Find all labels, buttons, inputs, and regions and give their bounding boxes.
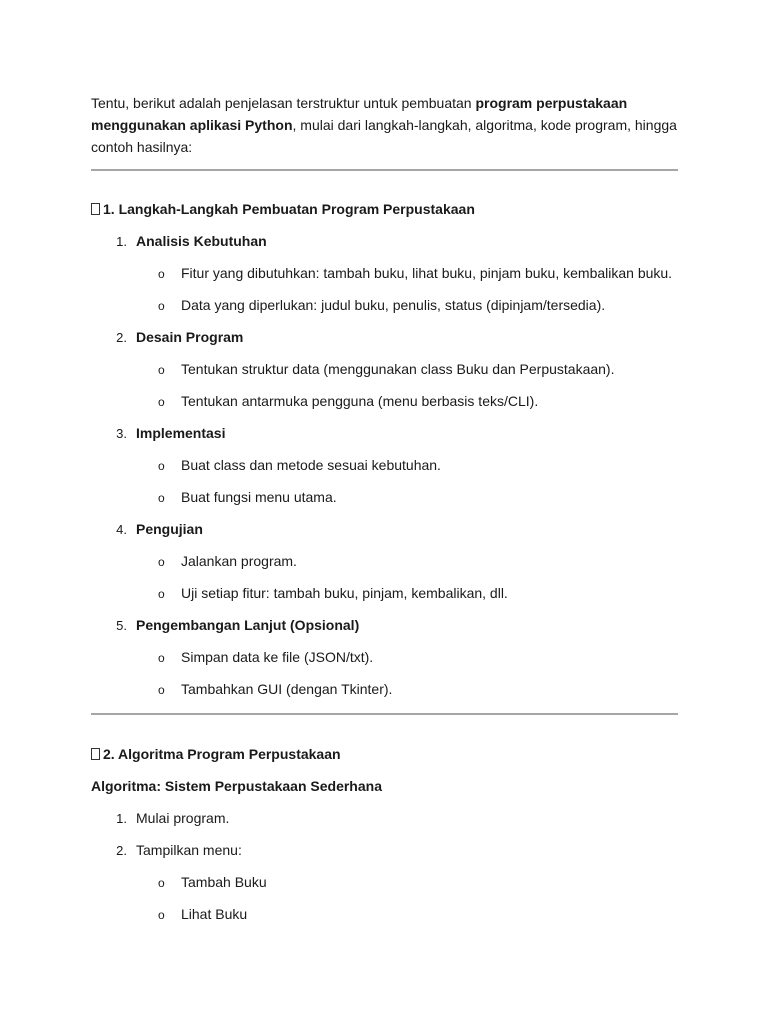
- bullet-text: Simpan data ke file (JSON/txt).: [181, 649, 374, 665]
- bullet-text: Buat fungsi menu utama.: [181, 489, 337, 505]
- bullet-text: Uji setiap fitur: tambah buku, pinjam, kembalikan, dll.: [181, 585, 508, 601]
- step-number: 5.: [116, 618, 127, 633]
- bullet-marker: o: [158, 651, 165, 665]
- bullet-marker: o: [158, 587, 165, 601]
- missing-glyph-icon: [91, 203, 100, 215]
- bullet-marker: o: [158, 876, 165, 890]
- bullet-text: Tambahkan GUI (dengan Tkinter).: [181, 681, 393, 697]
- bullet-text: Tambah Buku: [181, 874, 267, 890]
- step-number: 3.: [116, 426, 127, 441]
- bullet-text: Tentukan struktur data (menggunakan class Buku dan Perpustakaan).: [181, 361, 615, 377]
- section-1-title: 1. Langkah-Langkah Pembuatan Program Perpustakaan: [103, 201, 475, 217]
- step-number: 4.: [116, 522, 127, 537]
- divider-2: [91, 713, 678, 715]
- step-number: 2.: [116, 330, 127, 345]
- step-label: Tampilkan menu:: [136, 842, 242, 858]
- bullet-text: Buat class dan metode sesuai kebutuhan.: [181, 457, 441, 473]
- section-1-heading: [91, 201, 475, 217]
- intro-text-2: , mulai dari langkah-langkah, algoritma, kode program, hingga contoh hasilnya:: [91, 117, 677, 155]
- intro-bold-text: program perpustakaan menggunakan aplikasi Python: [91, 95, 628, 133]
- section-2-subtitle: Algoritma: Sistem Perpustakaan Sederhana: [91, 778, 382, 794]
- step-label: Mulai program.: [136, 810, 230, 826]
- divider-1: [91, 169, 678, 171]
- bullet-text: Jalankan program.: [181, 553, 297, 569]
- section-2-title: 2. Algoritma Program Perpustakaan: [103, 746, 341, 762]
- step-label: Implementasi: [136, 425, 226, 441]
- bullet-text: Data yang diperlukan: judul buku, penulis, status (dipinjam/tersedia).: [181, 297, 606, 313]
- step-label: Pengembangan Lanjut (Opsional): [136, 617, 360, 633]
- bullet-marker: o: [158, 491, 165, 505]
- bullet-text: Lihat Buku: [181, 906, 248, 922]
- bullet-marker: o: [158, 395, 165, 409]
- bullet-text: Fitur yang dibutuhkan: tambah buku, lihat buku, pinjam buku, kembalikan buku.: [181, 265, 673, 281]
- step-label: Desain Program: [136, 329, 244, 345]
- bullet-text: Tentukan antarmuka pengguna (menu berbasis teks/CLI).: [181, 393, 539, 409]
- step-label: Analisis Kebutuhan: [136, 233, 267, 249]
- bullet-marker: o: [158, 683, 165, 697]
- step-number: 2.: [116, 843, 127, 858]
- bullet-marker: o: [158, 459, 165, 473]
- bullet-marker: o: [158, 908, 165, 922]
- section-2-heading: [91, 746, 341, 762]
- bullet-marker: o: [158, 299, 165, 313]
- step-number: 1.: [116, 234, 127, 249]
- step-number: 1.: [116, 811, 127, 826]
- intro-text-1: Tentu, berikut adalah penjelasan terstruktur untuk pembuatan: [91, 95, 476, 111]
- bullet-marker: o: [158, 363, 165, 377]
- intro-paragraph: [91, 92, 679, 158]
- step-label: Pengujian: [136, 521, 203, 537]
- bullet-marker: o: [158, 267, 165, 281]
- missing-glyph-icon: [91, 748, 100, 760]
- bullet-marker: o: [158, 555, 165, 569]
